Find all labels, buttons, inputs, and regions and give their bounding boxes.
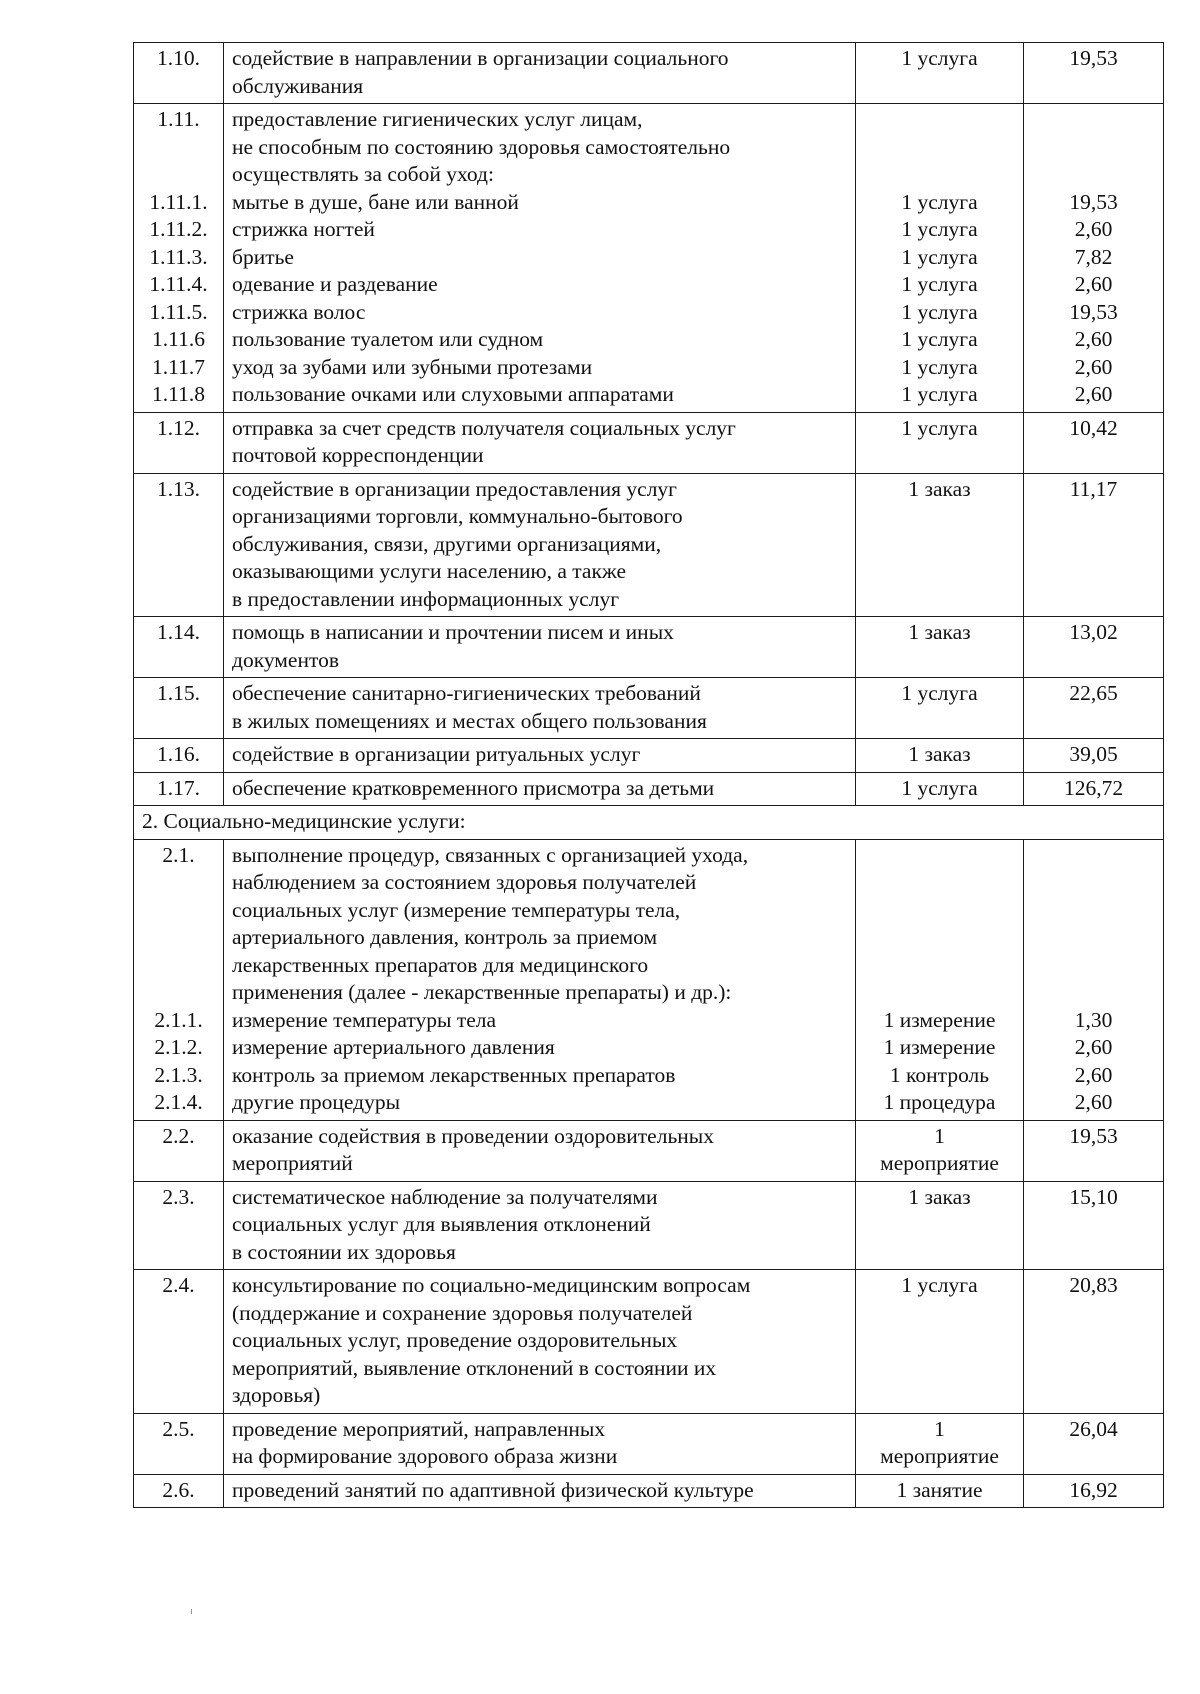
cell-num-line: 1.11.2. (149, 217, 208, 241)
table-row (134, 678, 1164, 739)
cell-num (134, 43, 224, 104)
section-header-row (134, 806, 1164, 840)
cell-num (134, 839, 224, 1120)
cell-price-line (1032, 134, 1155, 162)
cell-unit-line (864, 134, 1015, 162)
cell-desc-line: проведений занятий по адаптивной физической культуре (232, 1477, 754, 1502)
cell-price-line: 19,53 (1069, 1123, 1118, 1148)
cell-desc-line: обслуживания, связи, другими организациями, (232, 531, 662, 556)
cell-unit (856, 1413, 1024, 1474)
cell-desc (224, 1413, 856, 1474)
cell-num-line: 1.11. (157, 107, 200, 131)
cell-desc (224, 617, 856, 678)
cell-num (134, 1474, 224, 1508)
cell-price-line: 2,60 (1074, 217, 1113, 241)
cell-desc-line: оказывающими услуги населению, а также (232, 559, 627, 583)
cell-price-line: 2,60 (1074, 354, 1113, 379)
cell-unit (856, 1181, 1024, 1270)
cell-desc-line: обеспечение санитарно-гигиенических требований (232, 681, 701, 705)
cell-price (1024, 678, 1164, 739)
cell-unit-line: 1 заказ (908, 1184, 971, 1209)
cell-desc-line: контроль за приемом лекарственных препаратов (232, 1062, 676, 1087)
cell-num-line: 1.11.5. (149, 299, 208, 324)
cell-unit-line (864, 924, 1015, 952)
cell-price (1024, 839, 1164, 1120)
cell-price (1024, 1413, 1164, 1474)
table-row (134, 839, 1164, 1120)
cell-price-line: 13,02 (1069, 620, 1118, 644)
cell-desc (224, 473, 856, 617)
cell-desc (224, 772, 856, 806)
cell-unit (856, 1474, 1024, 1508)
cell-price-line: 20,83 (1069, 1273, 1118, 1297)
cell-desc-line: не способным по состоянию здоровья самостоятельно (232, 134, 731, 159)
cell-price-line (1032, 161, 1155, 189)
cell-price-line: 2,60 (1074, 382, 1113, 406)
cell-unit-line: 1 услуга (901, 46, 978, 70)
cell-desc-line: в предоставлении информационных услуг (232, 586, 620, 611)
cell-desc-line: предоставление гигиенических услуг лицам, (232, 107, 643, 131)
cell-price-line: 22,65 (1069, 681, 1118, 705)
cell-unit-line: 1 процедура (883, 1090, 996, 1114)
cell-unit-line: 1 услуга (901, 299, 978, 324)
cell-num-line: 1.15. (157, 681, 200, 705)
cell-desc (224, 104, 856, 413)
cell-desc-line: социальных услуг, проведение оздоровительных (232, 1328, 678, 1352)
cell-unit-line: 1 измерение (883, 1007, 996, 1032)
cell-unit (856, 1270, 1024, 1414)
cell-desc-line: в состоянии их здоровья (232, 1239, 456, 1264)
cell-desc-line: проведение мероприятий, направленных (232, 1416, 606, 1441)
cell-unit-line (864, 842, 1015, 870)
cell-price-line: 2,60 (1074, 327, 1113, 351)
cell-desc-line: (поддержание и сохранение здоровья получателей (232, 1300, 693, 1325)
cell-desc-line: пользование очками или слуховыми аппаратами (232, 382, 674, 406)
cell-desc (224, 839, 856, 1120)
cell-price-line: 16,92 (1069, 1477, 1118, 1502)
cell-desc-line: документов (232, 647, 339, 672)
cell-price-line: 2,60 (1074, 1062, 1113, 1087)
cell-num-line: 1.11.6 (152, 327, 205, 351)
cell-num-line: 2.1.3. (154, 1062, 203, 1087)
cell-desc (224, 1270, 856, 1414)
cell-price-line: 2,60 (1074, 272, 1113, 296)
cell-unit-line: 1 заказ (908, 620, 971, 644)
cell-num (134, 1413, 224, 1474)
cell-desc-line: выполнение процедур, связанных с организацией ухода, (232, 842, 749, 867)
cell-num (134, 739, 224, 773)
table-row (134, 1270, 1164, 1414)
cell-desc-line: помощь в написании и прочтении писем и иных (232, 620, 674, 644)
cell-num-line (142, 134, 215, 162)
cell-price (1024, 473, 1164, 617)
cell-unit-line: 1 занятие (896, 1477, 983, 1502)
cell-price-line: 19,53 (1069, 189, 1118, 214)
cell-desc-line: уход за зубами или зубными протезами (232, 354, 593, 379)
cell-price (1024, 772, 1164, 806)
cell-desc-line: систематическое наблюдение за получателями (232, 1184, 658, 1209)
cell-price-line (1032, 952, 1155, 980)
cell-unit-line: 1 услуга (901, 382, 978, 406)
cell-num-line: 1.11.7 (152, 354, 205, 379)
cell-price (1024, 43, 1164, 104)
cell-desc-line: отправка за счет средств получателя социальных услуг (232, 415, 736, 440)
cell-unit-line (864, 952, 1015, 980)
cell-num-line: 1.11.3. (149, 244, 208, 269)
table-row (134, 1413, 1164, 1474)
cell-unit-line (864, 869, 1015, 897)
cell-unit-line: 1 услуга (901, 415, 978, 440)
cell-unit-line: 1 заказ (908, 476, 971, 501)
cell-unit (856, 412, 1024, 473)
cell-num (134, 412, 224, 473)
cell-desc-line: другие процедуры (232, 1090, 401, 1114)
cell-price-line: 19,53 (1069, 299, 1118, 324)
cell-unit-line: 1 услуга (901, 272, 978, 296)
cell-unit-line: 1 услуга (901, 354, 978, 379)
cell-num (134, 104, 224, 413)
cell-unit (856, 678, 1024, 739)
cell-desc-line: социальных услуг (измерение температуры тела, (232, 897, 681, 922)
cell-desc (224, 412, 856, 473)
cell-unit-line: мероприятие (880, 1444, 999, 1468)
cell-unit-line: 1 услуга (901, 189, 978, 214)
table-row (134, 617, 1164, 678)
services-tariff-table (133, 42, 1164, 1508)
cell-desc-line: одевание и раздевание (232, 272, 438, 296)
cell-price (1024, 1181, 1164, 1270)
cell-desc-line: обслуживания (232, 73, 364, 98)
cell-desc-line: на формирование здорового образа жизни (232, 1444, 618, 1468)
cell-num-line: 2.5. (162, 1416, 195, 1441)
cell-desc-line: мероприятий (232, 1151, 353, 1175)
cell-num (134, 1270, 224, 1414)
cell-num-line: 2.1. (162, 842, 195, 867)
cell-price-line: 19,53 (1069, 46, 1118, 70)
cell-unit-line (864, 979, 1015, 1007)
cell-desc-line: в жилых помещениях и местах общего пользования (232, 708, 707, 733)
cell-unit-line: 1 услуга (901, 217, 978, 241)
cell-num (134, 772, 224, 806)
cell-desc-line: лекарственных препаратов для медицинского (232, 952, 649, 977)
cell-price (1024, 617, 1164, 678)
cell-unit-line: 1 услуга (901, 1273, 978, 1297)
cell-desc-line: бритье (232, 244, 294, 269)
table-body (134, 43, 1164, 1508)
cell-num-line: 2.1.1. (154, 1007, 203, 1032)
cell-desc-line: оказание содействия в проведении оздоровительных (232, 1123, 714, 1148)
cell-desc-line: артериального давления, контроль за приемом (232, 925, 658, 949)
cell-price-line: 126,72 (1063, 775, 1124, 800)
cell-price-line (1032, 842, 1155, 870)
cell-price-line: 26,04 (1069, 1416, 1118, 1441)
cell-unit-line: 1 услуга (901, 775, 978, 800)
cell-desc-line: содействие в организации ритуальных услуг (232, 742, 641, 766)
cell-desc (224, 739, 856, 773)
cell-num-line: 1.13. (157, 476, 200, 501)
cell-desc-line: осуществлять за собой уход: (232, 162, 494, 186)
cell-desc-line: наблюдением за состоянием здоровья получателей (232, 870, 697, 894)
cell-price-line: 39,05 (1069, 742, 1118, 766)
cell-num-line (142, 897, 215, 925)
cell-num-line: 1.16. (157, 742, 200, 766)
cell-price-line: 1,30 (1074, 1007, 1113, 1032)
cell-unit-line (864, 897, 1015, 925)
cell-price-line: 2,60 (1074, 1035, 1113, 1059)
cell-price (1024, 1120, 1164, 1181)
cell-num-line (142, 869, 215, 897)
table-row (134, 1474, 1164, 1508)
cell-num (134, 1120, 224, 1181)
cell-price-line (1032, 897, 1155, 925)
cell-unit-line: 1 заказ (908, 742, 971, 766)
cell-unit-line: 1 (934, 1123, 945, 1148)
cell-price (1024, 412, 1164, 473)
table-row (134, 412, 1164, 473)
cell-unit (856, 739, 1024, 773)
cell-unit-line: 1 контроль (889, 1062, 990, 1087)
cell-num-line: 2.6. (162, 1477, 195, 1502)
cell-unit-line: 1 услуга (901, 327, 978, 351)
cell-num (134, 1181, 224, 1270)
cell-num-line: 2.3. (162, 1184, 195, 1209)
cell-desc-line: стрижка волос (232, 299, 366, 324)
cell-desc (224, 43, 856, 104)
cell-unit-line (864, 106, 1015, 134)
cell-unit-line: 1 (934, 1416, 945, 1441)
cell-num-line: 2.2. (162, 1123, 195, 1148)
table-row (134, 104, 1164, 413)
cell-price-line: 15,10 (1069, 1184, 1118, 1209)
cell-unit-line: 1 измерение (883, 1035, 996, 1059)
cell-desc-line: стрижка ногтей (232, 217, 375, 241)
cell-num-line: 1.17. (157, 775, 200, 800)
cell-desc-line: почтовой корреспонденции (232, 443, 484, 467)
cell-desc-line: социальных услуг для выявления отклонений (232, 1212, 651, 1236)
table-row (134, 1181, 1164, 1270)
cell-num-line (142, 952, 215, 980)
cell-desc-line: измерение температуры тела (232, 1007, 497, 1032)
cell-num-line: 2.1.4. (154, 1090, 203, 1114)
cell-price-line (1032, 924, 1155, 952)
cell-desc (224, 1120, 856, 1181)
cell-price-line: 11,17 (1069, 476, 1118, 501)
cell-num-line (142, 161, 215, 189)
cell-desc-line: измерение артериального давления (232, 1035, 555, 1059)
cell-num-line: 1.12. (157, 415, 200, 440)
cell-unit-line: 1 услуга (901, 681, 978, 705)
cell-num-line: 2.4. (162, 1273, 195, 1297)
cell-desc-line: обеспечение кратковременного присмотра за детьми (232, 775, 715, 800)
cell-price (1024, 104, 1164, 413)
cell-desc-line: содействие в направлении в организации социального (232, 46, 729, 70)
table-row (134, 1120, 1164, 1181)
cell-price (1024, 1474, 1164, 1508)
cell-desc-line: пользование туалетом или судном (232, 327, 544, 351)
cell-unit (856, 104, 1024, 413)
cell-desc-line: мытье в душе, бане или ванной (232, 189, 519, 214)
cell-num (134, 473, 224, 617)
cell-num-line: 1.14. (157, 620, 200, 644)
cell-desc-line: организациями торговли, коммунально-бытового (232, 504, 683, 528)
cell-unit (856, 772, 1024, 806)
cell-unit (856, 617, 1024, 678)
table-row (134, 473, 1164, 617)
cell-desc-line: применения (далее - лекарственные препараты) и др.): (232, 980, 732, 1004)
cell-desc (224, 1181, 856, 1270)
cell-price-line (1032, 106, 1155, 134)
cell-unit (856, 839, 1024, 1120)
cell-desc (224, 678, 856, 739)
section-title: 2. Социально-медицинские услуги: (134, 806, 1164, 840)
cell-price-line (1032, 869, 1155, 897)
cell-unit-line (864, 161, 1015, 189)
cell-num-line: 1.11.1. (149, 189, 208, 214)
cell-unit (856, 473, 1024, 617)
cell-desc-line: содействие в организации предоставления услуг (232, 476, 677, 501)
cell-unit-line: мероприятие (880, 1151, 999, 1175)
cell-unit (856, 1120, 1024, 1181)
table-row (134, 739, 1164, 773)
cell-price (1024, 739, 1164, 773)
cell-desc-line: мероприятий, выявление отклонений в состоянии их (232, 1355, 717, 1380)
cell-num (134, 678, 224, 739)
cell-desc (224, 1474, 856, 1508)
cell-num-line: 2.1.2. (154, 1035, 203, 1059)
cell-price-line: 7,82 (1074, 244, 1113, 269)
cell-price-line (1032, 979, 1155, 1007)
cell-num-line (142, 924, 215, 952)
table-row (134, 43, 1164, 104)
cell-desc-line: консультирование по социально-медицинским вопросам (232, 1273, 751, 1297)
cell-num-line: 1.10. (157, 46, 200, 70)
scan-speck (191, 1609, 192, 1614)
cell-price-line: 10,42 (1069, 415, 1118, 440)
cell-num (134, 617, 224, 678)
cell-price-line: 2,60 (1074, 1090, 1113, 1114)
cell-num-line: 1.11.4. (149, 272, 208, 296)
cell-unit (856, 43, 1024, 104)
cell-unit-line: 1 услуга (901, 244, 978, 269)
cell-desc-line: здоровья) (232, 1383, 321, 1407)
table-row (134, 772, 1164, 806)
cell-num-line: 1.11.8 (152, 382, 205, 406)
cell-price (1024, 1270, 1164, 1414)
cell-num-line (142, 979, 215, 1007)
